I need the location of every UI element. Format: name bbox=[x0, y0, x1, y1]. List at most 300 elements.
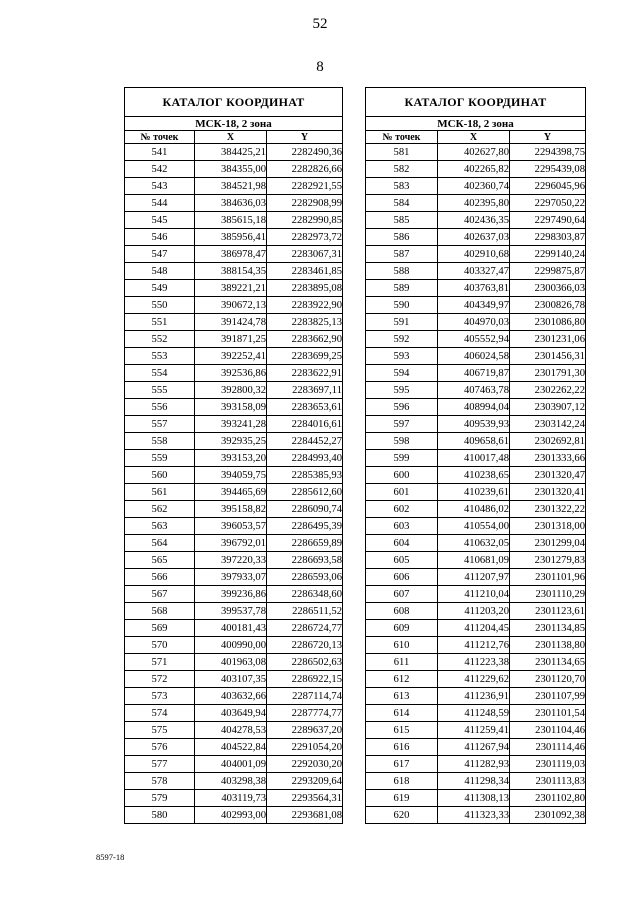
y-coordinate-cell: 2298303,87 bbox=[510, 229, 586, 246]
table-row bbox=[125, 637, 343, 654]
x-coordinate-cell: 400990,00 bbox=[195, 637, 267, 654]
table-row bbox=[125, 161, 343, 178]
y-coordinate-cell: 2291054,20 bbox=[267, 739, 343, 756]
y-coordinate-cell: 2282921,55 bbox=[267, 178, 343, 195]
y-coordinate-cell: 2303142,24 bbox=[510, 416, 586, 433]
x-coordinate-cell: 404970,03 bbox=[438, 314, 510, 331]
y-coordinate-cell: 2282973,72 bbox=[267, 229, 343, 246]
point-number-cell: 547 bbox=[125, 246, 195, 263]
x-coordinate-cell: 402637,03 bbox=[438, 229, 510, 246]
point-number-cell: 549 bbox=[125, 280, 195, 297]
table-row bbox=[366, 365, 586, 382]
y-coordinate-cell: 2283622,91 bbox=[267, 365, 343, 382]
point-number-cell: 580 bbox=[125, 807, 195, 824]
point-number-cell: 568 bbox=[125, 603, 195, 620]
x-coordinate-cell: 404349,97 bbox=[438, 297, 510, 314]
table-row bbox=[366, 212, 586, 229]
x-coordinate-cell: 411229,62 bbox=[438, 671, 510, 688]
table-row bbox=[366, 637, 586, 654]
y-coordinate-cell: 2301231,06 bbox=[510, 331, 586, 348]
y-coordinate-cell: 2282908,99 bbox=[267, 195, 343, 212]
y-coordinate-cell: 2301101,96 bbox=[510, 569, 586, 586]
y-coordinate-cell: 2283067,31 bbox=[267, 246, 343, 263]
y-coordinate-cell: 2297050,22 bbox=[510, 195, 586, 212]
y-coordinate-cell: 2286348,60 bbox=[267, 586, 343, 603]
x-coordinate-cell: 384425,21 bbox=[195, 144, 267, 161]
y-coordinate-cell: 2283825,13 bbox=[267, 314, 343, 331]
y-coordinate-cell: 2284452,27 bbox=[267, 433, 343, 450]
x-coordinate-cell: 384355,00 bbox=[195, 161, 267, 178]
y-coordinate-cell: 2301113,83 bbox=[510, 773, 586, 790]
y-coordinate-cell: 2283895,08 bbox=[267, 280, 343, 297]
table-row bbox=[125, 671, 343, 688]
y-coordinate-cell: 2301279,83 bbox=[510, 552, 586, 569]
table-row bbox=[125, 314, 343, 331]
y-coordinate-cell: 2287114,74 bbox=[267, 688, 343, 705]
y-coordinate-cell: 2301092,38 bbox=[510, 807, 586, 824]
x-coordinate-cell: 411259,41 bbox=[438, 722, 510, 739]
table-row bbox=[366, 161, 586, 178]
table-row bbox=[366, 518, 586, 535]
column-header-point-number: № точек bbox=[366, 131, 438, 144]
table-row bbox=[125, 433, 343, 450]
column-header-point-number: № точек bbox=[125, 131, 195, 144]
x-coordinate-cell: 395158,82 bbox=[195, 501, 267, 518]
x-coordinate-cell: 409539,93 bbox=[438, 416, 510, 433]
y-coordinate-cell: 2301120,70 bbox=[510, 671, 586, 688]
point-number-cell: 588 bbox=[366, 263, 438, 280]
point-number-cell: 565 bbox=[125, 552, 195, 569]
table-row bbox=[366, 314, 586, 331]
point-number-cell: 603 bbox=[366, 518, 438, 535]
point-number-cell: 581 bbox=[366, 144, 438, 161]
point-number-cell: 616 bbox=[366, 739, 438, 756]
x-coordinate-cell: 403632,66 bbox=[195, 688, 267, 705]
table-row bbox=[366, 331, 586, 348]
table-row bbox=[366, 688, 586, 705]
point-number-cell: 620 bbox=[366, 807, 438, 824]
table-row bbox=[125, 229, 343, 246]
y-coordinate-cell: 2301333,66 bbox=[510, 450, 586, 467]
x-coordinate-cell: 396792,01 bbox=[195, 535, 267, 552]
table-row bbox=[125, 569, 343, 586]
x-coordinate-cell: 399236,86 bbox=[195, 586, 267, 603]
point-number-cell: 557 bbox=[125, 416, 195, 433]
x-coordinate-cell: 411248,59 bbox=[438, 705, 510, 722]
x-coordinate-cell: 411308,13 bbox=[438, 790, 510, 807]
y-coordinate-cell: 2283461,85 bbox=[267, 263, 343, 280]
point-number-cell: 599 bbox=[366, 450, 438, 467]
x-coordinate-cell: 411267,94 bbox=[438, 739, 510, 756]
y-coordinate-cell: 2286724,77 bbox=[267, 620, 343, 637]
point-number-cell: 556 bbox=[125, 399, 195, 416]
point-number-cell: 571 bbox=[125, 654, 195, 671]
x-coordinate-cell: 392935,25 bbox=[195, 433, 267, 450]
table-row bbox=[125, 790, 343, 807]
y-coordinate-cell: 2301114,46 bbox=[510, 739, 586, 756]
table-row bbox=[125, 178, 343, 195]
x-coordinate-cell: 404278,53 bbox=[195, 722, 267, 739]
y-coordinate-cell: 2295439,08 bbox=[510, 161, 586, 178]
point-number-cell: 573 bbox=[125, 688, 195, 705]
x-coordinate-cell: 403649,94 bbox=[195, 705, 267, 722]
point-number-cell: 546 bbox=[125, 229, 195, 246]
x-coordinate-cell: 392536,86 bbox=[195, 365, 267, 382]
coordinate-system-label: МСК-18, 2 зона bbox=[125, 117, 343, 131]
x-coordinate-cell: 404522,84 bbox=[195, 739, 267, 756]
x-coordinate-cell: 391871,25 bbox=[195, 331, 267, 348]
table-row bbox=[125, 382, 343, 399]
table-row bbox=[125, 756, 343, 773]
y-coordinate-cell: 2293681,08 bbox=[267, 807, 343, 824]
table-row bbox=[366, 178, 586, 195]
x-coordinate-cell: 403298,38 bbox=[195, 773, 267, 790]
point-number-cell: 545 bbox=[125, 212, 195, 229]
table-row bbox=[366, 756, 586, 773]
x-coordinate-cell: 389221,21 bbox=[195, 280, 267, 297]
y-coordinate-cell: 2299140,24 bbox=[510, 246, 586, 263]
table-row bbox=[366, 416, 586, 433]
y-coordinate-cell: 2293209,64 bbox=[267, 773, 343, 790]
table-row bbox=[125, 518, 343, 535]
y-coordinate-cell: 2289637,20 bbox=[267, 722, 343, 739]
document-footer-code: 8597-18 bbox=[96, 852, 125, 862]
x-coordinate-cell: 406719,87 bbox=[438, 365, 510, 382]
y-coordinate-cell: 2286090,74 bbox=[267, 501, 343, 518]
point-number-cell: 564 bbox=[125, 535, 195, 552]
y-coordinate-cell: 2300366,03 bbox=[510, 280, 586, 297]
y-coordinate-cell: 2301104,46 bbox=[510, 722, 586, 739]
point-number-cell: 551 bbox=[125, 314, 195, 331]
y-coordinate-cell: 2287774,77 bbox=[267, 705, 343, 722]
point-number-cell: 548 bbox=[125, 263, 195, 280]
table-row bbox=[125, 773, 343, 790]
point-number-cell: 610 bbox=[366, 637, 438, 654]
point-number-cell: 553 bbox=[125, 348, 195, 365]
x-coordinate-cell: 384636,03 bbox=[195, 195, 267, 212]
point-number-cell: 602 bbox=[366, 501, 438, 518]
point-number-cell: 569 bbox=[125, 620, 195, 637]
x-coordinate-cell: 410681,09 bbox=[438, 552, 510, 569]
y-coordinate-cell: 2286593,06 bbox=[267, 569, 343, 586]
table-row bbox=[125, 467, 343, 484]
x-coordinate-cell: 411212,76 bbox=[438, 637, 510, 654]
point-number-cell: 544 bbox=[125, 195, 195, 212]
table-row bbox=[125, 144, 343, 161]
point-number-cell: 606 bbox=[366, 569, 438, 586]
sheet-number: 8 bbox=[316, 59, 324, 75]
table-row bbox=[125, 807, 343, 824]
point-number-cell: 576 bbox=[125, 739, 195, 756]
x-coordinate-cell: 402627,80 bbox=[438, 144, 510, 161]
x-coordinate-cell: 410017,48 bbox=[438, 450, 510, 467]
point-number-cell: 593 bbox=[366, 348, 438, 365]
point-number-cell: 561 bbox=[125, 484, 195, 501]
point-number-cell: 604 bbox=[366, 535, 438, 552]
point-number-cell: 562 bbox=[125, 501, 195, 518]
table-row bbox=[366, 433, 586, 450]
x-coordinate-cell: 392252,41 bbox=[195, 348, 267, 365]
table-row bbox=[366, 586, 586, 603]
table-row bbox=[366, 144, 586, 161]
x-coordinate-cell: 393241,28 bbox=[195, 416, 267, 433]
table-row bbox=[125, 212, 343, 229]
y-coordinate-cell: 2297490,64 bbox=[510, 212, 586, 229]
point-number-cell: 596 bbox=[366, 399, 438, 416]
y-coordinate-cell: 2294398,75 bbox=[510, 144, 586, 161]
table-row bbox=[366, 484, 586, 501]
x-coordinate-cell: 403327,47 bbox=[438, 263, 510, 280]
y-coordinate-cell: 2282826,66 bbox=[267, 161, 343, 178]
table-row bbox=[366, 552, 586, 569]
table-row bbox=[125, 348, 343, 365]
point-number-cell: 587 bbox=[366, 246, 438, 263]
table-row bbox=[125, 399, 343, 416]
y-coordinate-cell: 2283699,25 bbox=[267, 348, 343, 365]
catalog-rows bbox=[125, 144, 343, 824]
point-number-cell: 619 bbox=[366, 790, 438, 807]
table-row bbox=[125, 586, 343, 603]
y-coordinate-cell: 2282490,36 bbox=[267, 144, 343, 161]
y-coordinate-cell: 2282990,85 bbox=[267, 212, 343, 229]
y-coordinate-cell: 2286659,89 bbox=[267, 535, 343, 552]
column-header-x: X bbox=[438, 131, 510, 144]
point-number-cell: 586 bbox=[366, 229, 438, 246]
x-coordinate-cell: 392800,32 bbox=[195, 382, 267, 399]
y-coordinate-cell: 2301322,22 bbox=[510, 501, 586, 518]
x-coordinate-cell: 411282,93 bbox=[438, 756, 510, 773]
table-row bbox=[125, 263, 343, 280]
y-coordinate-cell: 2301110,29 bbox=[510, 586, 586, 603]
point-number-cell: 601 bbox=[366, 484, 438, 501]
x-coordinate-cell: 409658,61 bbox=[438, 433, 510, 450]
y-coordinate-cell: 2286502,63 bbox=[267, 654, 343, 671]
table-row bbox=[125, 280, 343, 297]
point-number-cell: 566 bbox=[125, 569, 195, 586]
x-coordinate-cell: 402910,68 bbox=[438, 246, 510, 263]
point-number-cell: 607 bbox=[366, 586, 438, 603]
table-row bbox=[125, 331, 343, 348]
x-coordinate-cell: 411236,91 bbox=[438, 688, 510, 705]
x-coordinate-cell: 410554,00 bbox=[438, 518, 510, 535]
table-row bbox=[366, 654, 586, 671]
y-coordinate-cell: 2285385,93 bbox=[267, 467, 343, 484]
y-coordinate-cell: 2301123,61 bbox=[510, 603, 586, 620]
coordinate-system-label: МСК-18, 2 зона bbox=[366, 117, 586, 131]
table-row bbox=[125, 450, 343, 467]
point-number-cell: 578 bbox=[125, 773, 195, 790]
x-coordinate-cell: 402993,00 bbox=[195, 807, 267, 824]
point-number-cell: 583 bbox=[366, 178, 438, 195]
x-coordinate-cell: 411223,38 bbox=[438, 654, 510, 671]
table-row bbox=[366, 195, 586, 212]
x-coordinate-cell: 402395,80 bbox=[438, 195, 510, 212]
y-coordinate-cell: 2286511,52 bbox=[267, 603, 343, 620]
y-coordinate-cell: 2283662,90 bbox=[267, 331, 343, 348]
table-row bbox=[125, 535, 343, 552]
y-coordinate-cell: 2301791,30 bbox=[510, 365, 586, 382]
table-row bbox=[366, 722, 586, 739]
x-coordinate-cell: 394465,69 bbox=[195, 484, 267, 501]
x-coordinate-cell: 411298,34 bbox=[438, 773, 510, 790]
point-number-cell: 582 bbox=[366, 161, 438, 178]
x-coordinate-cell: 397933,07 bbox=[195, 569, 267, 586]
point-number-cell: 611 bbox=[366, 654, 438, 671]
table-row bbox=[366, 399, 586, 416]
y-coordinate-cell: 2301086,80 bbox=[510, 314, 586, 331]
y-coordinate-cell: 2286720,13 bbox=[267, 637, 343, 654]
point-number-cell: 572 bbox=[125, 671, 195, 688]
point-number-cell: 585 bbox=[366, 212, 438, 229]
table-row bbox=[366, 263, 586, 280]
point-number-cell: 577 bbox=[125, 756, 195, 773]
x-coordinate-cell: 386978,47 bbox=[195, 246, 267, 263]
table-row bbox=[366, 603, 586, 620]
y-coordinate-cell: 2285612,60 bbox=[267, 484, 343, 501]
page-number: 52 bbox=[312, 16, 328, 32]
y-coordinate-cell: 2284016,61 bbox=[267, 416, 343, 433]
point-number-cell: 554 bbox=[125, 365, 195, 382]
point-number-cell: 594 bbox=[366, 365, 438, 382]
point-number-cell: 570 bbox=[125, 637, 195, 654]
table-row bbox=[366, 229, 586, 246]
table-row bbox=[125, 739, 343, 756]
y-coordinate-cell: 2286922,15 bbox=[267, 671, 343, 688]
point-number-cell: 541 bbox=[125, 144, 195, 161]
table-row bbox=[125, 416, 343, 433]
y-coordinate-cell: 2302262,22 bbox=[510, 382, 586, 399]
x-coordinate-cell: 410239,61 bbox=[438, 484, 510, 501]
point-number-cell: 600 bbox=[366, 467, 438, 484]
table-row bbox=[366, 535, 586, 552]
x-coordinate-cell: 411203,20 bbox=[438, 603, 510, 620]
point-number-cell: 567 bbox=[125, 586, 195, 603]
table-row bbox=[366, 807, 586, 824]
catalog-rows bbox=[366, 144, 586, 824]
y-coordinate-cell: 2301119,03 bbox=[510, 756, 586, 773]
x-coordinate-cell: 396053,57 bbox=[195, 518, 267, 535]
y-coordinate-cell: 2303907,12 bbox=[510, 399, 586, 416]
point-number-cell: 563 bbox=[125, 518, 195, 535]
table-row bbox=[366, 671, 586, 688]
table-row bbox=[366, 382, 586, 399]
point-number-cell: 558 bbox=[125, 433, 195, 450]
point-number-cell: 542 bbox=[125, 161, 195, 178]
point-number-cell: 579 bbox=[125, 790, 195, 807]
table-row bbox=[366, 467, 586, 484]
point-number-cell: 598 bbox=[366, 433, 438, 450]
table-row bbox=[366, 246, 586, 263]
x-coordinate-cell: 390672,13 bbox=[195, 297, 267, 314]
table-row bbox=[125, 246, 343, 263]
catalog-title: КАТАЛОГ КООРДИНАТ bbox=[366, 88, 586, 117]
point-number-cell: 574 bbox=[125, 705, 195, 722]
y-coordinate-cell: 2301320,41 bbox=[510, 484, 586, 501]
x-coordinate-cell: 403107,35 bbox=[195, 671, 267, 688]
coordinate-catalog-table-right bbox=[365, 87, 586, 824]
x-coordinate-cell: 393158,09 bbox=[195, 399, 267, 416]
y-coordinate-cell: 2301320,47 bbox=[510, 467, 586, 484]
table-row bbox=[125, 620, 343, 637]
y-coordinate-cell: 2296045,96 bbox=[510, 178, 586, 195]
table-row bbox=[366, 790, 586, 807]
point-number-cell: 608 bbox=[366, 603, 438, 620]
y-coordinate-cell: 2300826,78 bbox=[510, 297, 586, 314]
point-number-cell: 592 bbox=[366, 331, 438, 348]
y-coordinate-cell: 2292030,20 bbox=[267, 756, 343, 773]
x-coordinate-cell: 388154,35 bbox=[195, 263, 267, 280]
point-number-cell: 559 bbox=[125, 450, 195, 467]
coordinate-catalog-table-left bbox=[124, 87, 343, 824]
table-row bbox=[125, 654, 343, 671]
point-number-cell: 614 bbox=[366, 705, 438, 722]
x-coordinate-cell: 391424,78 bbox=[195, 314, 267, 331]
table-row bbox=[125, 501, 343, 518]
x-coordinate-cell: 402360,74 bbox=[438, 178, 510, 195]
x-coordinate-cell: 397220,33 bbox=[195, 552, 267, 569]
point-number-cell: 605 bbox=[366, 552, 438, 569]
point-number-cell: 613 bbox=[366, 688, 438, 705]
y-coordinate-cell: 2301456,31 bbox=[510, 348, 586, 365]
x-coordinate-cell: 384521,98 bbox=[195, 178, 267, 195]
column-header-y: Y bbox=[267, 131, 343, 144]
point-number-cell: 612 bbox=[366, 671, 438, 688]
point-number-cell: 591 bbox=[366, 314, 438, 331]
x-coordinate-cell: 408994,04 bbox=[438, 399, 510, 416]
point-number-cell: 618 bbox=[366, 773, 438, 790]
table-row bbox=[125, 484, 343, 501]
column-header-x: X bbox=[195, 131, 267, 144]
table-row bbox=[366, 739, 586, 756]
table-row bbox=[125, 195, 343, 212]
y-coordinate-cell: 2301101,54 bbox=[510, 705, 586, 722]
x-coordinate-cell: 404001,09 bbox=[195, 756, 267, 773]
x-coordinate-cell: 407463,78 bbox=[438, 382, 510, 399]
x-coordinate-cell: 385956,41 bbox=[195, 229, 267, 246]
x-coordinate-cell: 411204,45 bbox=[438, 620, 510, 637]
point-number-cell: 589 bbox=[366, 280, 438, 297]
point-number-cell: 609 bbox=[366, 620, 438, 637]
x-coordinate-cell: 402265,82 bbox=[438, 161, 510, 178]
x-coordinate-cell: 411207,97 bbox=[438, 569, 510, 586]
x-coordinate-cell: 402436,35 bbox=[438, 212, 510, 229]
point-number-cell: 543 bbox=[125, 178, 195, 195]
table-row bbox=[366, 348, 586, 365]
y-coordinate-cell: 2301299,04 bbox=[510, 535, 586, 552]
y-coordinate-cell: 2299875,87 bbox=[510, 263, 586, 280]
x-coordinate-cell: 406024,58 bbox=[438, 348, 510, 365]
x-coordinate-cell: 405552,94 bbox=[438, 331, 510, 348]
table-row bbox=[366, 620, 586, 637]
point-number-cell: 597 bbox=[366, 416, 438, 433]
y-coordinate-cell: 2283653,61 bbox=[267, 399, 343, 416]
table-row bbox=[125, 688, 343, 705]
table-row bbox=[125, 603, 343, 620]
table-row bbox=[366, 773, 586, 790]
x-coordinate-cell: 399537,78 bbox=[195, 603, 267, 620]
y-coordinate-cell: 2302692,81 bbox=[510, 433, 586, 450]
point-number-cell: 552 bbox=[125, 331, 195, 348]
table-row bbox=[366, 501, 586, 518]
x-coordinate-cell: 411210,04 bbox=[438, 586, 510, 603]
y-coordinate-cell: 2283697,11 bbox=[267, 382, 343, 399]
table-row bbox=[366, 280, 586, 297]
table-row bbox=[125, 365, 343, 382]
y-coordinate-cell: 2301107,99 bbox=[510, 688, 586, 705]
x-coordinate-cell: 403763,81 bbox=[438, 280, 510, 297]
column-header-y: Y bbox=[510, 131, 586, 144]
x-coordinate-cell: 400181,43 bbox=[195, 620, 267, 637]
